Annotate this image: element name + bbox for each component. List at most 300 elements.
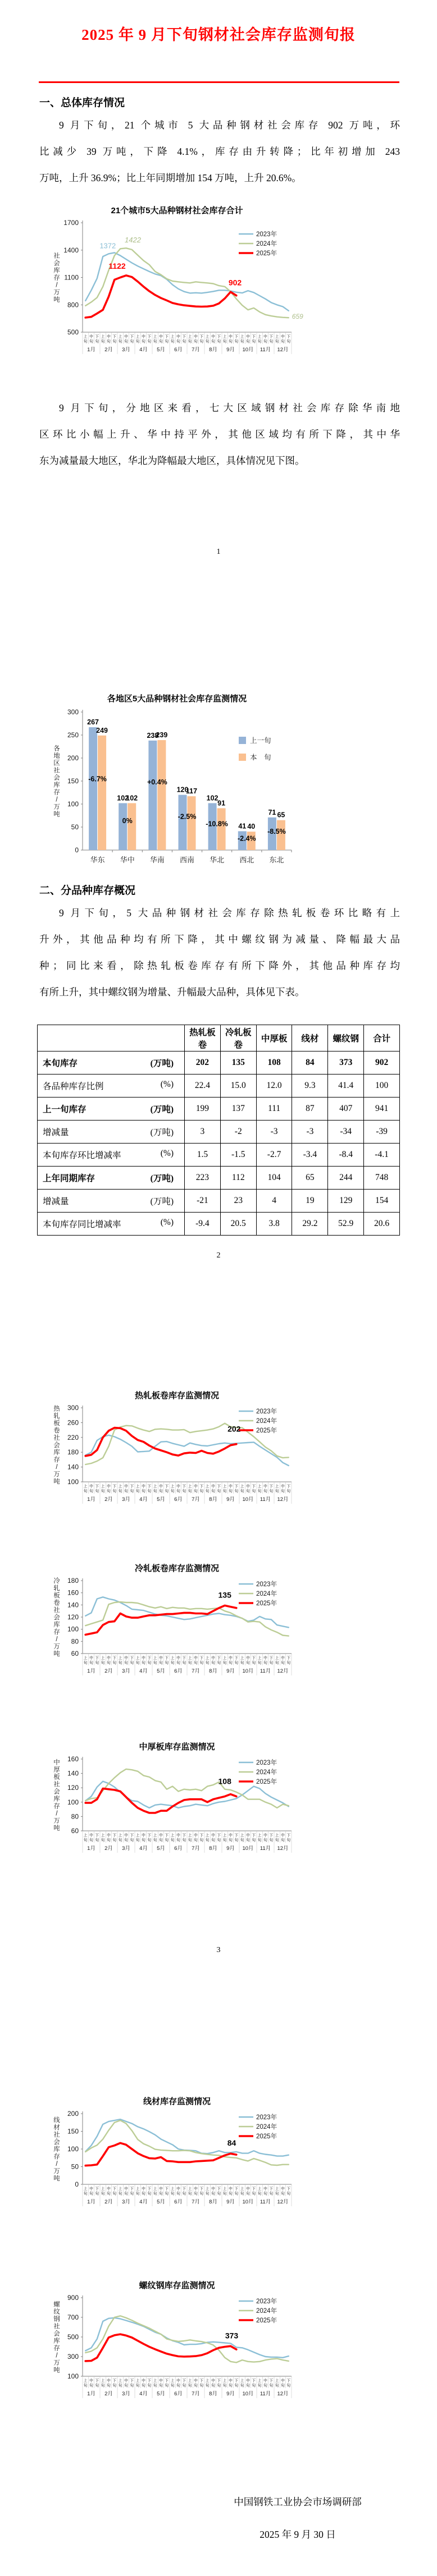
svg-text:中: 中 [159, 335, 163, 339]
svg-text:中: 中 [159, 1485, 163, 1489]
svg-text:旬: 旬 [211, 2192, 215, 2196]
svg-text:旬: 旬 [118, 339, 122, 344]
svg-text:中: 中 [263, 335, 267, 339]
svg-text:中: 中 [211, 1485, 215, 1489]
svg-text:2025年: 2025年 [256, 2317, 277, 2324]
svg-text:135: 135 [218, 1590, 231, 1600]
svg-text:旬: 旬 [118, 1489, 122, 1494]
svg-text:102: 102 [126, 794, 138, 802]
svg-text:373: 373 [225, 2331, 239, 2340]
svg-text:下: 下 [234, 2379, 239, 2383]
svg-text:下: 下 [269, 1834, 274, 1838]
svg-text:中: 中 [124, 1656, 128, 1660]
svg-text:108: 108 [218, 1776, 231, 1786]
svg-text:各: 各 [53, 745, 60, 752]
svg-text:下: 下 [112, 2379, 117, 2383]
svg-text:旬: 旬 [95, 2192, 99, 2196]
table-value-cell: 23 [220, 1190, 256, 1213]
table-value-cell: -4.1 [364, 1144, 400, 1167]
svg-text:中: 中 [263, 1485, 267, 1489]
svg-text:旬: 旬 [257, 1661, 262, 1665]
svg-text:旬: 旬 [118, 1838, 122, 1843]
svg-text:上: 上 [222, 2379, 227, 2383]
svg-text:100: 100 [67, 1798, 79, 1806]
svg-text:旬: 旬 [199, 1489, 204, 1494]
section-1-heading: 一、总体库存情况 [39, 97, 125, 109]
svg-text:旬: 旬 [234, 1489, 239, 1494]
svg-text:中: 中 [229, 1485, 233, 1489]
svg-text:中: 中 [176, 335, 180, 339]
table-value-cell: 52.9 [328, 1213, 364, 1236]
svg-text:5月: 5月 [157, 2199, 165, 2205]
svg-text:下: 下 [252, 1656, 256, 1660]
svg-text:旬: 旬 [240, 1489, 244, 1494]
svg-text:8月: 8月 [209, 2391, 217, 2397]
svg-text:旬: 旬 [130, 1661, 134, 1665]
table-value-cell: 84 [292, 1051, 328, 1075]
svg-text:160: 160 [67, 1588, 79, 1597]
svg-text:中: 中 [211, 1656, 215, 1660]
svg-text:旬: 旬 [107, 1838, 111, 1843]
paragraph-line: 9 月下旬，分地区来看，七大区域钢材社会库存除华南地 [59, 402, 400, 414]
svg-text:下: 下 [269, 2187, 274, 2191]
svg-text:中: 中 [194, 2379, 198, 2383]
svg-text:库: 库 [53, 782, 60, 789]
svg-text:中: 中 [263, 2187, 267, 2191]
svg-text:旬: 旬 [142, 1661, 145, 1665]
svg-text:上: 上 [222, 1485, 227, 1489]
svg-text:1月: 1月 [87, 1496, 95, 1503]
table-value-cell: 19 [292, 1190, 328, 1213]
svg-text:11月: 11月 [260, 2391, 271, 2397]
table-header-cell: 线材 [292, 1025, 328, 1051]
svg-text:1月: 1月 [87, 1845, 95, 1852]
chart-medium-plate [48, 1741, 317, 1856]
svg-text:旬: 旬 [159, 1489, 163, 1494]
svg-text:上: 上 [135, 335, 140, 339]
svg-text:地: 地 [53, 752, 60, 760]
svg-text:下: 下 [252, 1834, 256, 1838]
svg-text:旬: 旬 [281, 1661, 285, 1665]
svg-text:下: 下 [199, 335, 204, 339]
svg-text:500: 500 [67, 2333, 79, 2341]
svg-text:中: 中 [246, 335, 250, 339]
svg-text:9月: 9月 [226, 1496, 235, 1503]
svg-text:2024年: 2024年 [256, 241, 277, 247]
svg-text:上: 上 [118, 2187, 122, 2191]
svg-text:旬: 旬 [229, 1838, 233, 1843]
svg-text:旬: 旬 [234, 2384, 239, 2388]
svg-text:下: 下 [95, 1834, 99, 1838]
svg-text:上: 上 [101, 335, 105, 339]
svg-text:旬: 旬 [281, 2384, 285, 2388]
svg-text:旬: 旬 [252, 1489, 256, 1494]
svg-text:80: 80 [71, 1812, 79, 1821]
svg-text:万: 万 [53, 1643, 60, 1650]
table-value-cell: 373 [328, 1051, 364, 1075]
svg-text:中: 中 [142, 335, 145, 339]
svg-text:中: 中 [281, 335, 285, 339]
svg-text:旬: 旬 [257, 339, 262, 344]
svg-text:100: 100 [67, 1625, 79, 1633]
svg-text:旬: 旬 [194, 339, 198, 344]
svg-text:旬: 旬 [246, 2384, 250, 2388]
svg-text:4月: 4月 [139, 1845, 148, 1852]
svg-text:下: 下 [182, 1485, 186, 1489]
svg-text:下: 下 [147, 2187, 152, 2191]
svg-text:2024年: 2024年 [256, 2124, 277, 2130]
svg-text:旬: 旬 [101, 2384, 105, 2388]
svg-text:4月: 4月 [139, 2199, 148, 2205]
svg-text:中: 中 [142, 1834, 145, 1838]
svg-text:上: 上 [188, 335, 192, 339]
table-value-cell: 407 [328, 1098, 364, 1121]
svg-text:旬: 旬 [257, 2192, 262, 2196]
svg-text:旬: 旬 [263, 1838, 267, 1843]
table-value-cell: 748 [364, 1167, 400, 1190]
title-divider [39, 81, 399, 83]
svg-text:上: 上 [118, 335, 122, 339]
table-head [38, 1025, 400, 1051]
svg-text:1月: 1月 [87, 2199, 95, 2205]
svg-text:中: 中 [107, 1485, 111, 1489]
svg-text:旬: 旬 [83, 1838, 88, 1843]
svg-text:中: 中 [211, 335, 215, 339]
svg-text:9月: 9月 [226, 2199, 235, 2205]
svg-text:中: 中 [107, 2379, 111, 2383]
svg-text:上: 上 [205, 2379, 210, 2383]
svg-text:区: 区 [53, 760, 60, 767]
table-value-cell: -3 [292, 1121, 328, 1144]
table-value-cell: 12.0 [256, 1075, 292, 1098]
svg-text:1422: 1422 [125, 236, 141, 245]
svg-text:社: 社 [53, 2132, 60, 2138]
chart-hot-rolled [48, 1389, 317, 1507]
footer-organization: 中国钢铁工业协会市场调研部 [234, 2496, 362, 2508]
table-value-cell: 129 [328, 1190, 364, 1213]
svg-text:旬: 旬 [252, 2192, 256, 2196]
svg-text:旬: 旬 [234, 2192, 239, 2196]
svg-text:3月: 3月 [122, 2199, 130, 2205]
svg-text:旬: 旬 [130, 2192, 134, 2196]
svg-text:旬: 旬 [135, 1489, 140, 1494]
svg-text:下: 下 [95, 335, 99, 339]
svg-text:旬: 旬 [89, 2192, 93, 2196]
svg-text:下: 下 [269, 2379, 274, 2383]
table-header-cell: 热轧板卷 [185, 1025, 221, 1051]
svg-text:旬: 旬 [217, 2192, 221, 2196]
svg-text:上: 上 [240, 1485, 244, 1489]
row-label-cell: 各品种库存比例 (%) [38, 1075, 185, 1098]
svg-text:上: 上 [257, 335, 262, 339]
svg-text:旬: 旬 [188, 339, 192, 344]
svg-text:1月: 1月 [87, 1668, 95, 1674]
chart-plot-area [48, 1753, 317, 1856]
svg-text:238: 238 [147, 731, 159, 740]
svg-text:12月: 12月 [277, 2391, 289, 2397]
svg-text:249: 249 [96, 726, 108, 734]
svg-text:卷: 卷 [53, 1600, 60, 1606]
svg-text:2023年: 2023年 [256, 2114, 277, 2121]
svg-text:10月: 10月 [242, 1496, 254, 1503]
svg-text:旬: 旬 [188, 1661, 192, 1665]
svg-text:热: 热 [53, 1406, 60, 1412]
svg-text:上: 上 [83, 1656, 88, 1660]
svg-text:1月: 1月 [87, 2391, 95, 2397]
svg-text:11月: 11月 [260, 1496, 271, 1503]
svg-text:旬: 旬 [147, 1661, 152, 1665]
svg-text:旬: 旬 [182, 1661, 186, 1665]
svg-text:西南: 西南 [179, 856, 195, 864]
svg-text:中: 中 [142, 2187, 145, 2191]
svg-text:轧: 轧 [53, 1413, 60, 1420]
svg-text:中: 中 [229, 335, 233, 339]
svg-text:120: 120 [67, 1784, 79, 1792]
section-2-paragraph-1 [39, 900, 400, 1005]
svg-text:材: 材 [53, 2124, 60, 2131]
svg-text:旬: 旬 [281, 1489, 285, 1494]
svg-text:120: 120 [176, 786, 189, 794]
svg-text:902: 902 [228, 278, 242, 287]
svg-text:西北: 西北 [239, 856, 254, 864]
svg-text:9月: 9月 [226, 347, 235, 353]
chart-title: 螺纹钢库存监测情况 [139, 2281, 215, 2290]
svg-text:下: 下 [286, 335, 291, 339]
svg-text:旬: 旬 [124, 2192, 128, 2196]
svg-text:旬: 旬 [205, 1489, 210, 1494]
table-value-cell: 202 [185, 1051, 221, 1075]
chart-wire-rod [48, 2095, 317, 2209]
svg-text:下: 下 [286, 2187, 291, 2191]
svg-text:旬: 旬 [159, 2384, 163, 2388]
svg-text:2月: 2月 [104, 2391, 113, 2397]
svg-text:4月: 4月 [139, 1496, 148, 1503]
svg-text:下: 下 [95, 2187, 99, 2191]
svg-text:旬: 旬 [95, 1838, 99, 1843]
svg-text:旬: 旬 [205, 2192, 210, 2196]
table-value-cell: -1.5 [220, 1144, 256, 1167]
svg-text:万: 万 [53, 2359, 60, 2367]
svg-text:旬: 旬 [263, 1661, 267, 1665]
svg-text:旬: 旬 [95, 1489, 99, 1494]
svg-text:旬: 旬 [165, 2384, 169, 2388]
svg-text:旬: 旬 [263, 2384, 267, 2388]
svg-text:上: 上 [83, 2187, 88, 2191]
svg-text:旬: 旬 [286, 2192, 291, 2196]
svg-text:7月: 7月 [192, 2391, 200, 2397]
svg-text:下: 下 [182, 2187, 186, 2191]
section-1-paragraph-2 [39, 395, 400, 474]
paragraph-line: 升外，其他品种均有所下降，其中螺纹钢为减量、降幅最大品 [39, 934, 400, 945]
table-value-cell: 137 [220, 1098, 256, 1121]
svg-text:3月: 3月 [122, 347, 130, 353]
svg-text:中: 中 [194, 335, 198, 339]
svg-text:下: 下 [147, 335, 152, 339]
table-value-cell: 1.5 [185, 1144, 221, 1167]
svg-text:下: 下 [165, 1656, 169, 1660]
svg-text:200: 200 [67, 754, 79, 762]
svg-text:旬: 旬 [153, 2192, 157, 2196]
svg-text:会: 会 [53, 774, 60, 782]
svg-text:本 旬: 本 旬 [250, 754, 271, 761]
svg-text:250: 250 [67, 731, 79, 739]
svg-text:旬: 旬 [188, 1489, 192, 1494]
svg-text:上: 上 [135, 2379, 140, 2383]
svg-text:旬: 旬 [263, 339, 267, 344]
svg-text:1122: 1122 [108, 261, 126, 270]
svg-text:上: 上 [118, 2379, 122, 2383]
svg-text:中: 中 [89, 1656, 93, 1660]
svg-text:50: 50 [71, 823, 79, 831]
svg-text:下: 下 [286, 2379, 291, 2383]
svg-text:2025年: 2025年 [256, 2133, 277, 2140]
svg-text:旬: 旬 [165, 339, 169, 344]
svg-text:旬: 旬 [135, 2192, 140, 2196]
svg-text:下: 下 [130, 1834, 134, 1838]
svg-text:10月: 10月 [242, 1668, 254, 1674]
svg-text:800: 800 [67, 301, 79, 309]
svg-text:旬: 旬 [286, 1661, 291, 1665]
svg-text:上: 上 [153, 2187, 157, 2191]
svg-text:旬: 旬 [234, 1838, 239, 1843]
svg-text:旬: 旬 [124, 1838, 128, 1843]
svg-text:中: 中 [246, 1656, 250, 1660]
svg-text:上: 上 [205, 1656, 210, 1660]
svg-text:旬: 旬 [130, 1489, 134, 1494]
line-chart-svg [48, 1575, 306, 1678]
svg-text:下: 下 [199, 1656, 204, 1660]
svg-text:吨: 吨 [53, 1825, 60, 1832]
svg-text:1100: 1100 [64, 273, 79, 282]
svg-text:旬: 旬 [234, 1661, 239, 1665]
svg-text:旬: 旬 [229, 2384, 233, 2388]
svg-text:中: 中 [281, 1656, 285, 1660]
svg-text:5月: 5月 [157, 1668, 165, 1674]
svg-text:旬: 旬 [89, 1838, 93, 1843]
svg-text:上: 上 [170, 1834, 175, 1838]
svg-text:下: 下 [252, 2379, 256, 2383]
svg-text:50: 50 [71, 2162, 79, 2171]
svg-text:-2.4%: -2.4% [237, 834, 256, 843]
svg-text:下: 下 [182, 1656, 186, 1660]
table-value-cell: 223 [185, 1167, 221, 1190]
svg-text:中: 中 [142, 1485, 145, 1489]
svg-text:9月: 9月 [226, 2391, 235, 2397]
table-body [38, 1051, 400, 1236]
svg-text:华北: 华北 [210, 856, 225, 864]
svg-text:旬: 旬 [199, 1838, 204, 1843]
svg-text:社: 社 [53, 1607, 60, 1614]
svg-text:旬: 旬 [101, 1489, 105, 1494]
svg-text:6月: 6月 [174, 1668, 183, 1674]
svg-text:旬: 旬 [211, 2384, 215, 2388]
svg-text:旬: 旬 [263, 1489, 267, 1494]
svg-text:旬: 旬 [182, 2384, 186, 2388]
svg-text:300: 300 [67, 2353, 79, 2361]
paragraph-line: 种；同比来看，除热轧板卷库存有所下降外，其他品种库存均 [39, 960, 400, 971]
svg-text:万: 万 [53, 1471, 60, 1478]
svg-text:旬: 旬 [199, 1661, 204, 1665]
svg-text:260: 260 [67, 1418, 79, 1427]
svg-text:会: 会 [53, 260, 60, 267]
svg-text:中: 中 [194, 1485, 198, 1489]
svg-text:上: 上 [275, 2187, 279, 2191]
table-value-cell: 100 [364, 1075, 400, 1098]
svg-text:中: 中 [107, 335, 111, 339]
svg-text:存: 存 [53, 2345, 60, 2352]
svg-text:线: 线 [53, 2117, 60, 2124]
chart-plot-area [48, 217, 317, 357]
svg-text:旬: 旬 [275, 2192, 279, 2196]
row-label-cell: 上一旬库存 (万吨) [38, 1098, 185, 1121]
svg-text:上: 上 [188, 1656, 192, 1660]
svg-text:41: 41 [238, 822, 247, 830]
svg-text:旬: 旬 [170, 1489, 175, 1494]
svg-text:中: 中 [281, 1834, 285, 1838]
svg-text:旬: 旬 [229, 339, 233, 344]
table-row [38, 1213, 400, 1236]
table-value-cell: 3.8 [256, 1213, 292, 1236]
svg-text:中: 中 [211, 2187, 215, 2191]
svg-text:旬: 旬 [135, 1661, 140, 1665]
svg-text:存: 存 [53, 1629, 60, 1636]
svg-text:旬: 旬 [142, 2192, 145, 2196]
table-value-cell: -2 [220, 1121, 256, 1144]
svg-text:旬: 旬 [286, 1838, 291, 1843]
svg-text:239: 239 [156, 731, 168, 739]
svg-text:下: 下 [252, 1485, 256, 1489]
svg-text:旬: 旬 [252, 339, 256, 344]
table-row [38, 1167, 400, 1190]
table-header-cell: 中厚板 [256, 1025, 292, 1051]
svg-text:上: 上 [257, 1656, 262, 1660]
svg-text:旬: 旬 [165, 2192, 169, 2196]
svg-text:旬: 旬 [176, 2192, 180, 2196]
svg-text:社: 社 [53, 1781, 60, 1788]
svg-text:下: 下 [112, 2187, 117, 2191]
svg-text:吨: 吨 [53, 1478, 60, 1485]
svg-text:旬: 旬 [182, 2192, 186, 2196]
svg-text:旬: 旬 [252, 1838, 256, 1843]
svg-text:中: 中 [229, 2379, 233, 2383]
svg-text:上: 上 [101, 1656, 105, 1660]
svg-text:上: 上 [101, 1485, 105, 1489]
svg-text:12月: 12月 [277, 1668, 289, 1674]
svg-text:180: 180 [67, 1448, 79, 1457]
svg-text:下: 下 [234, 1485, 239, 1489]
svg-text:上: 上 [170, 1656, 175, 1660]
svg-text:上: 上 [240, 2379, 244, 2383]
svg-text:12月: 12月 [277, 347, 289, 353]
svg-text:下: 下 [199, 1485, 204, 1489]
table-value-cell: -3 [256, 1121, 292, 1144]
page-number-1: 1 [216, 548, 221, 556]
svg-text:旬: 旬 [257, 1838, 262, 1843]
row-label-cell: 增减量 (万吨) [38, 1190, 185, 1213]
table-row [38, 1121, 400, 1144]
svg-text:102: 102 [117, 794, 129, 802]
svg-text:9月: 9月 [226, 1845, 235, 1852]
svg-text:旬: 旬 [101, 2192, 105, 2196]
paragraph-line: 9 月下旬，21 个城市 5 大品种钢材社会库存 902 万吨，环 [59, 120, 400, 131]
svg-text:库: 库 [53, 1449, 60, 1456]
svg-text:中: 中 [89, 1834, 93, 1838]
svg-text:旬: 旬 [217, 2384, 221, 2388]
svg-text:上: 上 [222, 1656, 227, 1660]
section-1-paragraph-1 [39, 112, 400, 191]
line-chart-svg [48, 1753, 306, 1856]
table-value-cell: 22.4 [185, 1075, 221, 1098]
